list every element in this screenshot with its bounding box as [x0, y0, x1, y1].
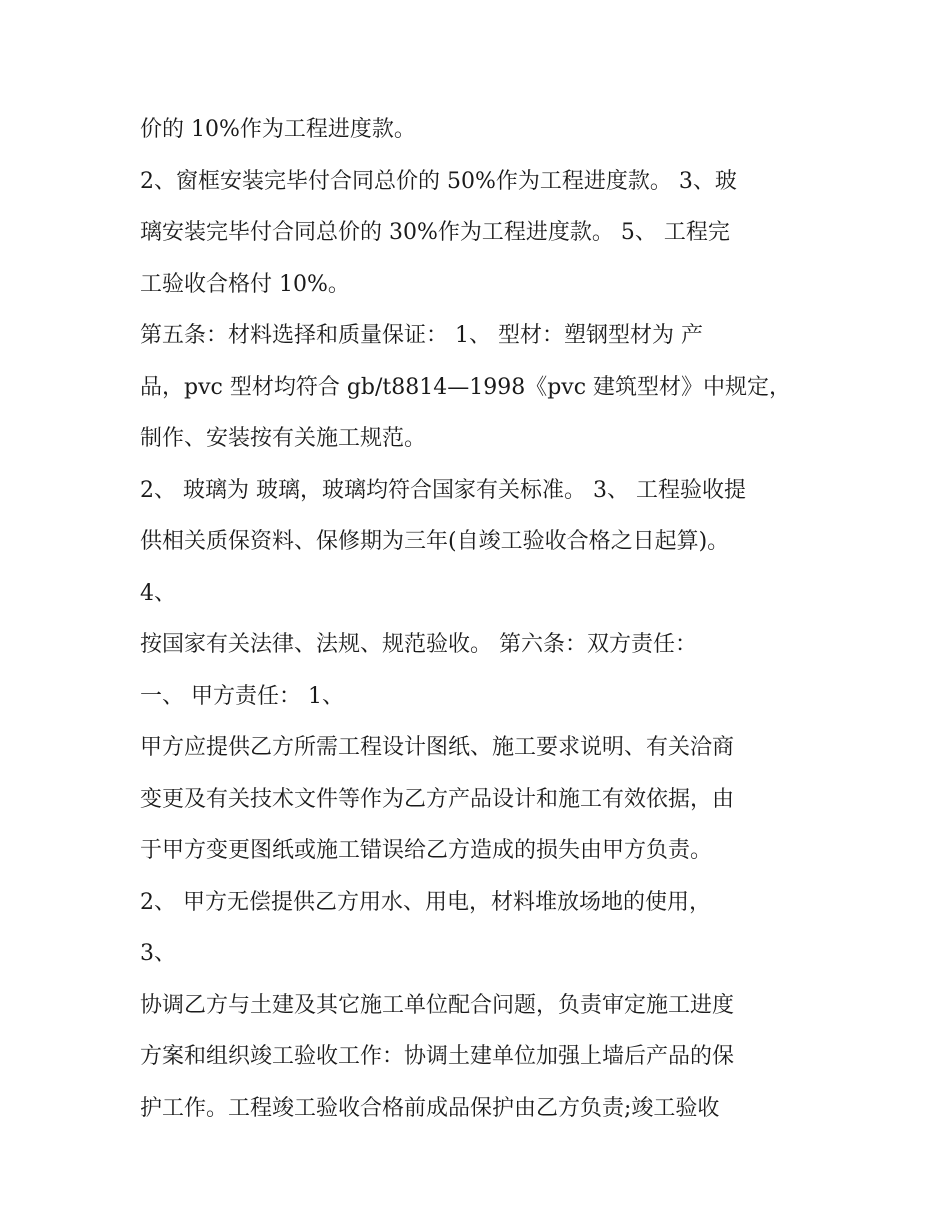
text-line: 一、 甲方责任： 1、	[140, 683, 344, 709]
text-line: 2、 玻璃为 玻璃，玻璃均符合国家有关标准。 3、 工程验收提	[140, 477, 746, 503]
text-line: 价的 10%作为工程进度款。	[140, 117, 416, 142]
text-line: 于甲方变更图纸或施工错误给乙方造成的损失由甲方负责。	[140, 838, 713, 863]
text-line: 制作、安装按有关施工规范。	[140, 426, 427, 451]
document-body	[140, 104, 820, 1134]
text-line: 2、窗框安装完毕付合同总价的 50%作为工程进度款。 3、玻	[140, 168, 737, 194]
text-line: 协调乙方与土建及其它施工单位配合问题，负责审定施工进度	[140, 992, 735, 1018]
text-line: 品，pvc 型材均符合 gb/t8814—1998《pvc 建筑型材》中规定，	[140, 374, 792, 400]
text-line: 3、	[140, 941, 176, 966]
text-line: 工验收合格付 10%。	[140, 271, 350, 297]
text-line: 护工作。工程竣工验收合格前成品保护由乙方负责;竣工验收	[140, 1095, 720, 1121]
text-line: 2、 甲方无偿提供乙方用水、用电，材料堆放场地的使用，	[140, 889, 711, 915]
text-line: 第五条：材料选择和质量保证： 1、 型材：塑钢型材为 产	[140, 323, 703, 348]
text-line: 按国家有关法律、法规、规范验收。 第六条：双方责任：	[140, 632, 697, 657]
text-line: 变更及有关技术文件等作为乙方产品设计和施工有效依据，由	[140, 786, 735, 812]
text-line: 4、	[140, 580, 176, 606]
text-line: 方案和组织竣工验收工作：协调土建单位加强上墙后产品的保	[140, 1044, 735, 1069]
text-line: 甲方应提供乙方所需工程设计图纸、施工要求说明、有关洽商	[140, 735, 735, 760]
text-line: 璃安装完毕付合同总价的 30%作为工程进度款。 5、 工程完	[140, 220, 730, 245]
text-line: 供相关质保资料、保修期为三年(自竣工验收合格之日起算)。	[140, 529, 730, 554]
